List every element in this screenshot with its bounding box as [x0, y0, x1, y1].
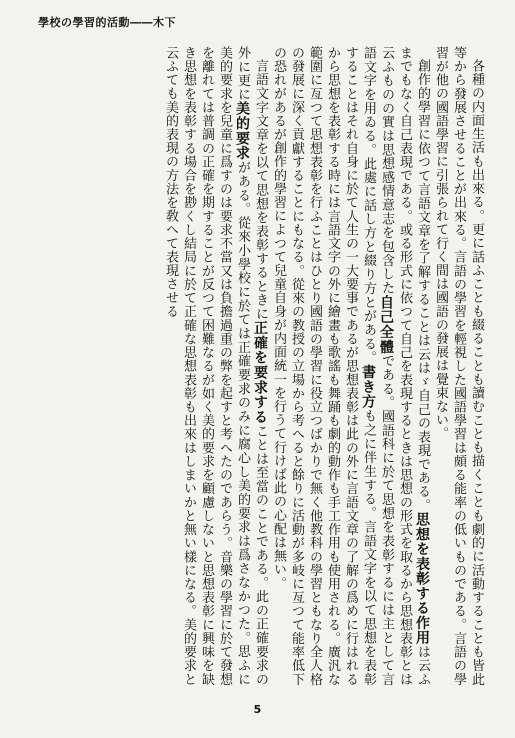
text-segment: がある。從來小學校に於ては正確要求のみに腐心し美的要求は爲さなかつた。思ふに美的要求を兒童に爲すのは要求不當又は負擔過重の弊を起すと考へたのであらう。音樂の學習に於て發想を離れては普調の正確を期することが反つて困難なるが如く美的要求を顧慮しないと思想表彰に興味を缺き思想を表彰する場合を尠くし結局に於て正確な思想表彰も出來はしまいかと無い樣になる。美的要求と云ふても美的表現の方法を敎へて表現させる: [163, 46, 250, 686]
text-segment: 言語文字文章を以て思想を表彰するときに: [253, 59, 268, 321]
emphasized-term: 思想を表彰する作用: [414, 512, 430, 645]
text-segment: ことは至當のことである。此の正確要求の外に更に: [235, 46, 268, 686]
text-segment: 創作的學習に依つて言語文章を了解することは云はゞ自己の表現である。: [415, 59, 430, 513]
paragraph: [431, 46, 485, 686]
emphasized-term: 自己全體: [378, 294, 394, 355]
body-text: [30, 46, 485, 686]
paragraph: [269, 46, 431, 686]
running-header: 學校の學習的活動――木下: [38, 16, 176, 29]
emphasized-term: 美的要求: [234, 101, 250, 161]
text-segment: である。國語科に於て思想を表彰するには主として言語文字を用ゐる。此處に話し方と綴り方とがある。: [361, 46, 394, 686]
paragraph: [161, 46, 269, 686]
text-segment: も之に伴生する。言語文字を以て思想を表彰することはそれ自身に於て人生の一大要事であるが思想表彰は此の外に言語文章の了解の爲めに行はれるから思想を表彰する時には言語文字の外に繪畫も歌謠も舞踊も劇的動作も手工作用も使用される。廣汎な範圍に亙つて思想表彰を行ふことはひとり國語の學習に役立つばかりで無く他教科の學習ともなり全人格の發展に深く貢獻することにもなる。從來の教授の立場から考へると餘りに活動が多岐に亙つて能率低下の恐れがあるが創作的學習によつて兒童自身が内面統一を行うて行けば此の心配は無い。: [271, 46, 376, 686]
text-segment: は云ふまでもなく自己表現である。或る形式に依つて自己を表現するときは思想の形式を取るから思想表彰とは云ふものの實は思想感情意志を包含した: [379, 46, 430, 686]
emphasized-term: 書き方: [360, 364, 376, 410]
page-number: 5: [253, 703, 262, 716]
emphasized-term: 正確を要求する: [252, 320, 268, 425]
text-segment: 各種の内面生活も出來る。更に話ふことも綴ることも讀むことも描くことも劇的に活動することも皆此等から發展させることが出來る。言語の學習を輕視した國語學習は頗る能率の低いものである。言語の學習が他の國語學習に引張られて行く間は國語の發展は覺束ない。: [433, 46, 484, 686]
